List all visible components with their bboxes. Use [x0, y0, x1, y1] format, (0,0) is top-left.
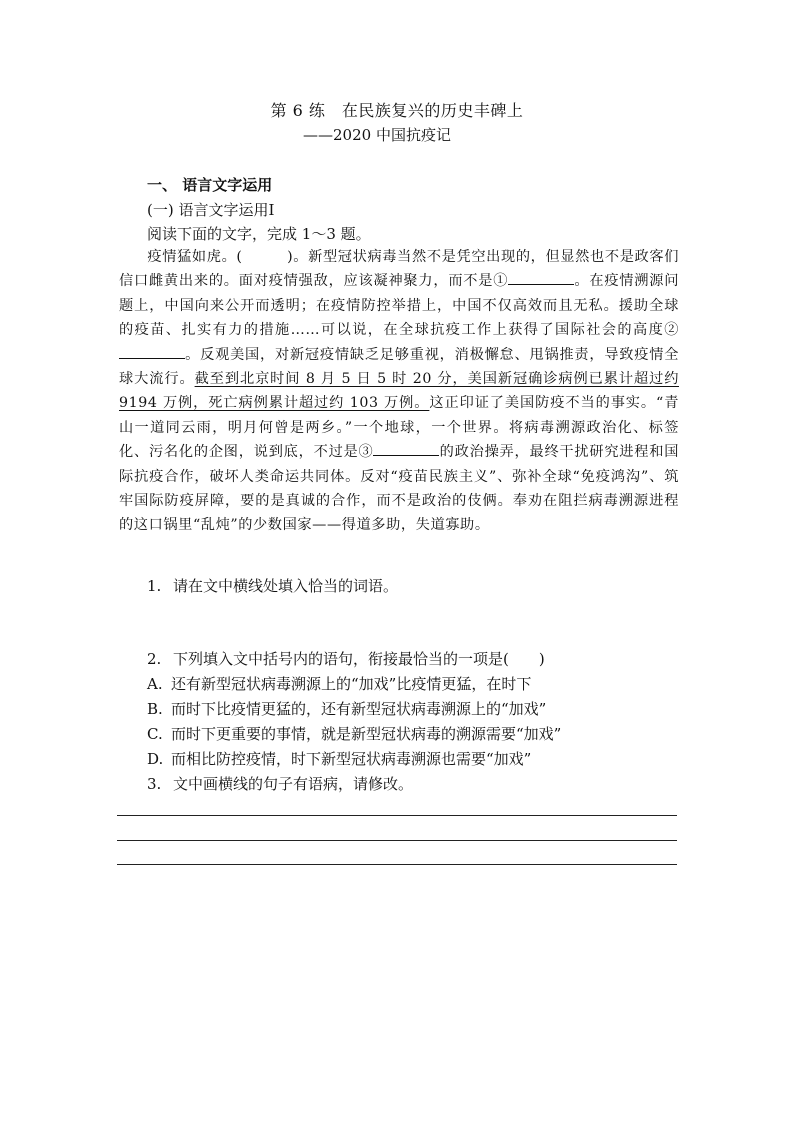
- option-label: D.: [147, 750, 164, 768]
- option-b[interactable]: [147, 698, 546, 719]
- fill-blank-2: [119, 343, 185, 359]
- sub-section-heading: (一) 语言文字运用Ⅰ: [147, 201, 275, 219]
- question-text: 请在文中横线处填入恰当的词语。: [173, 577, 399, 595]
- passage-paragraph: [119, 245, 679, 538]
- passage-text-3: 。反观美国，对新冠疫情缺乏足够重视，消极懈怠、甩锅推责，导致疫情全球大流行。: [119, 346, 679, 388]
- fill-blank-1: [508, 269, 574, 285]
- option-text: 还有新型冠状病毒溯源上的“加戏”比疫情更猛，在时下: [171, 675, 532, 693]
- passage-text-1: 疫情猛如虎。( )。新型冠状病毒当然不是凭空出现的，但显然也不是政客们信口雌黄出来的。面对疫情强敌，应该凝神聚力，而不是①: [119, 249, 679, 290]
- question-1: [147, 575, 398, 596]
- question-number: 3.: [147, 775, 162, 793]
- option-d[interactable]: [147, 748, 531, 769]
- question-number: 2.: [147, 650, 162, 668]
- passage-text-4: 这正印证了美国防疫不当的事实。“青山一道同云雨，明月何曾是两乡。”一个地球，一个世界。将病毒溯源政治化、标签化、污名化的企图，说到底，不过是③: [119, 395, 679, 461]
- page-title: 第 6 练 在民族复兴的历史丰碑上: [270, 101, 524, 120]
- answer-line[interactable]: [117, 864, 677, 865]
- page-subtitle: ——2020 中国抗疫记: [303, 126, 451, 144]
- option-c[interactable]: [147, 723, 561, 744]
- passage-text-5: 的政治操弄，最终干扰研究进程和国际抗疫合作，破坏人类命运共同体。反对“疫苗民族主义”、弥补全球“免疫鸿沟”、筑牢国际防疫屏障，要的是真诚的合作，而不是政治的伎俩。奉劝在阻拦病毒溯源进程的这口锅里“乱炖”的少数国家——得道多助，失道寡助。: [119, 444, 679, 534]
- reading-passage: [119, 245, 679, 538]
- option-label: B.: [147, 700, 163, 718]
- underlined-sentence: 截至到北京时间 8 月 5 日 5 时 20 分，美国新冠确诊病例已累计超过约 9194 万例，死亡病例累计超过约 103 万例。: [119, 371, 679, 412]
- question-number: 1.: [147, 577, 162, 595]
- option-text: 而时下比疫情更猛的，还有新型冠状病毒溯源上的“加戏”: [171, 700, 547, 718]
- question-2: [147, 648, 545, 669]
- answer-line[interactable]: [117, 840, 677, 841]
- question-3: [147, 773, 413, 794]
- fill-blank-3: [373, 440, 439, 456]
- reading-instruction: 阅读下面的文字，完成 1～3 题。: [147, 225, 371, 243]
- answer-line[interactable]: [117, 815, 677, 816]
- section-heading: 一、 语言文字运用: [147, 176, 273, 194]
- question-text: 下列填入文中括号内的语句，衔接最恰当的一项是( ): [173, 650, 545, 668]
- option-label: A.: [147, 675, 163, 693]
- question-text: 文中画横线的句子有语病，请修改。: [173, 775, 414, 793]
- option-a[interactable]: [147, 673, 531, 694]
- option-text: 而相比防控疫情，时下新型冠状病毒溯源也需要“加戏”: [171, 750, 532, 768]
- passage-text-2: 。在疫情溯源问题上，中国向来公开而透明；在疫情防控举措上，中国不仅高效而且无私。援助全球的疫苗、扎实有力的措施……可以说，在全球抗疫工作上获得了国际社会的高度②: [119, 273, 680, 339]
- option-text: 而时下更重要的事情，就是新型冠状病毒的溯源需要“加戏”: [171, 725, 562, 743]
- option-label: C.: [147, 725, 163, 743]
